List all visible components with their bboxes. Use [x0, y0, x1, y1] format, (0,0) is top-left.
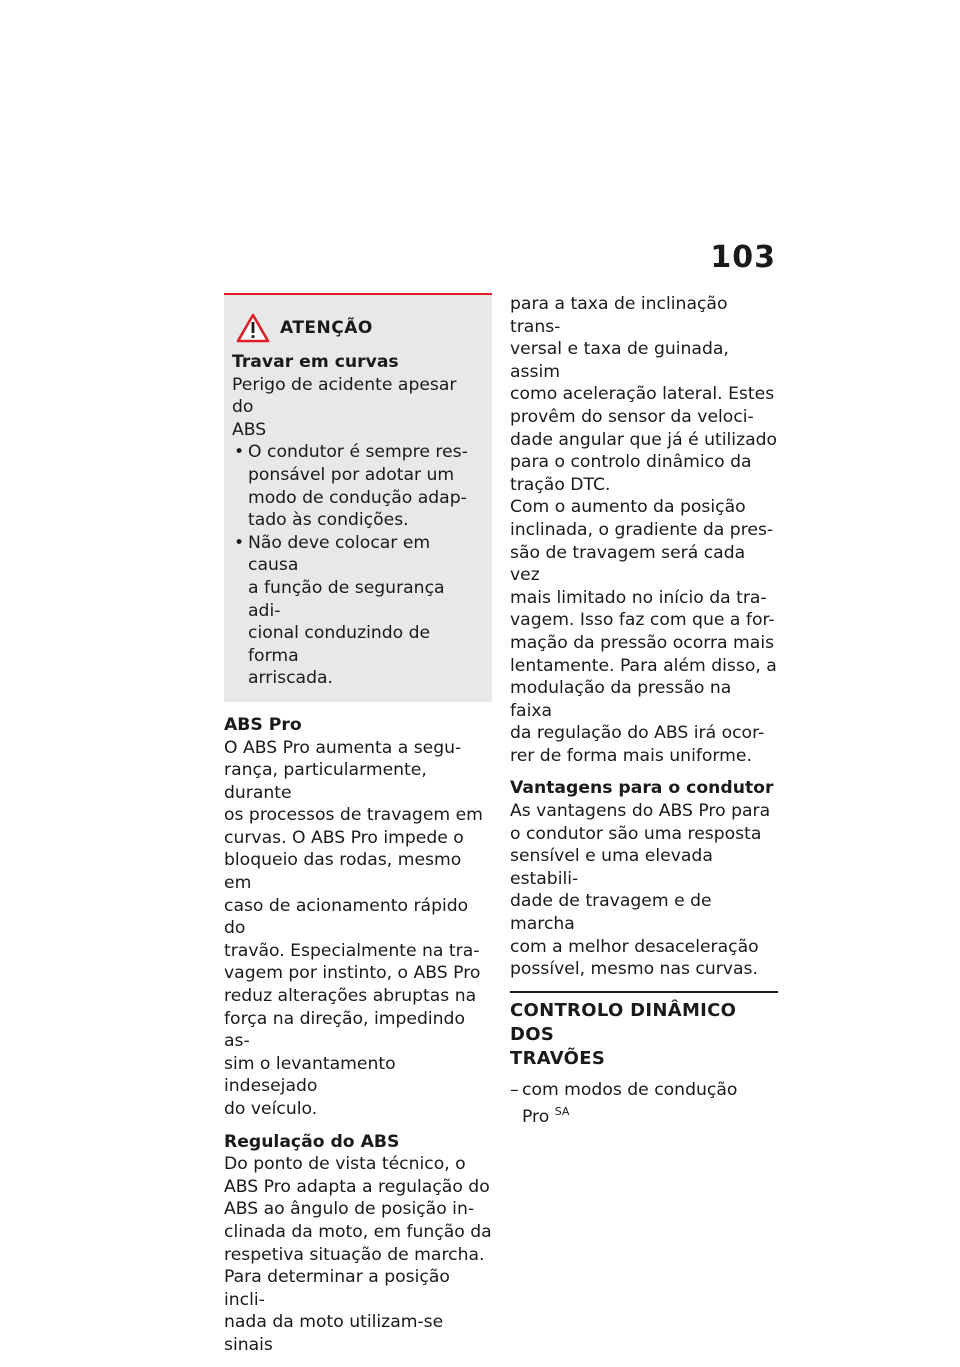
warning-intro-line: ABS [232, 419, 267, 440]
warning-box [224, 293, 492, 702]
body-line: reduz alterações abruptas na [224, 986, 477, 1007]
option-line: Pro [522, 1107, 550, 1128]
body-line: são de travagem será cada vez [510, 542, 746, 586]
body-line: da regulação do ABS irá ocor- [510, 723, 765, 744]
left-column [224, 293, 492, 1367]
warning-header [236, 313, 482, 343]
option-line: com modos de condução [522, 1079, 738, 1100]
warning-bullet [232, 532, 482, 690]
body-line: modulação da pressão na faixa [510, 678, 732, 721]
bullet-line: arriscada. [248, 668, 333, 689]
right-column [510, 293, 778, 1129]
abs-pro-section [224, 714, 492, 1121]
bullet-line: a função de segurança adi- [248, 577, 445, 621]
body-line: com a melhor desaceleração [510, 936, 759, 957]
body-line: provêm do sensor da veloci- [510, 406, 754, 427]
bullet-line: Não deve colocar em causa [248, 532, 431, 576]
bullet-line: O condutor é sempre res- [248, 442, 468, 463]
continuation-section [510, 293, 778, 767]
body-line: bloqueio das rodas, mesmo em [224, 850, 462, 894]
body-line: vagem por instinto, o ABS Pro [224, 963, 481, 984]
body-line: ABS Pro adapta a regulação do [224, 1176, 490, 1197]
body-line: dade angular que já é utilizado [510, 429, 778, 450]
optional-equipment-marker: SA [554, 1105, 570, 1119]
body-line: versal e taxa de guinada, assim [510, 339, 729, 382]
bullet-line: ponsável por adotar um [248, 464, 455, 485]
abs-pro-heading: ABS Pro [224, 714, 302, 735]
body-line: mais limitado no início da tra- [510, 587, 767, 608]
bullet-line: tado às condições. [248, 510, 409, 531]
body-line: para a taxa de inclinação trans- [510, 294, 728, 337]
bullet-dot: • [234, 532, 245, 553]
warning-heading: Travar em curvas [232, 352, 399, 372]
advantages-heading: Vantagens para o condutor [510, 778, 774, 799]
warning-bullet [232, 441, 482, 531]
bullet-line: modo de condução adap- [248, 487, 467, 508]
body-line: dade de travagem e de marcha [510, 891, 712, 935]
body-line: sensível e uma elevada estabili- [510, 846, 713, 889]
regulation-section [224, 1131, 492, 1357]
dynamic-brake-heading [510, 991, 778, 1071]
body-line: respetiva situação de marcha. [224, 1244, 485, 1265]
body-line: rança, particularmente, durante [224, 760, 427, 803]
body-line: tração DTC. [510, 474, 611, 495]
body-line: O ABS Pro aumenta a segu- [224, 737, 462, 758]
bullet-line: cional conduzindo de forma [248, 623, 431, 666]
body-line: travão. Especialmente na tra- [224, 940, 480, 961]
warning-bullet-list [232, 441, 482, 690]
heading-line: CONTROLO DINÂMICO DOS [510, 999, 737, 1045]
body-line: inclinada, o gradiente da pres- [510, 519, 774, 540]
body-line: ABS ao ângulo de posição in- [224, 1199, 475, 1220]
body-line: mação da pressão ocorra mais [510, 632, 775, 653]
regulation-heading: Regulação do ABS [224, 1131, 400, 1152]
heading-line: TRAVÕES [510, 1047, 606, 1069]
bullet-dot: • [234, 442, 245, 463]
warning-title: ATENÇÃO [280, 318, 373, 338]
page-number: 103 [710, 240, 776, 275]
body-line: As vantagens do ABS Pro para [510, 801, 771, 822]
body-line: para o controlo dinâmico da [510, 452, 752, 473]
body-line: vagem. Isso faz com que a for- [510, 610, 775, 631]
body-line: possível, mesmo nas curvas. [510, 959, 758, 980]
body-line: caso de acionamento rápido do [224, 895, 469, 939]
warning-intro-line: Perigo de acidente apesar do [232, 374, 457, 418]
body-line: o condutor são uma resposta [510, 823, 762, 844]
body-line: sim o levantamento indesejado [224, 1053, 396, 1097]
body-line: lentamente. Para além disso, a [510, 655, 777, 676]
body-line: Para determinar a posição incli- [224, 1267, 450, 1310]
option-item [510, 1079, 778, 1129]
body-line: como aceleração lateral. Estes [510, 384, 775, 405]
body-line: rer de forma mais uniforme. [510, 745, 752, 766]
body-line: Do ponto de vista técnico, o [224, 1154, 466, 1175]
body-line: clinada da moto, em função da [224, 1221, 492, 1242]
body-line: força na direção, impedindo as- [224, 1008, 465, 1052]
body-line: curvas. O ABS Pro impede o [224, 827, 464, 848]
advantages-section [510, 777, 778, 980]
body-line: do veículo. [224, 1099, 318, 1119]
body-line: os processos de travagem em [224, 805, 483, 826]
warning-triangle-icon [236, 313, 270, 343]
body-line: Com o aumento da posição [510, 497, 746, 518]
body-line: nada da moto utilizam-se sinais [224, 1312, 444, 1355]
dash-marker: – [510, 1079, 519, 1100]
